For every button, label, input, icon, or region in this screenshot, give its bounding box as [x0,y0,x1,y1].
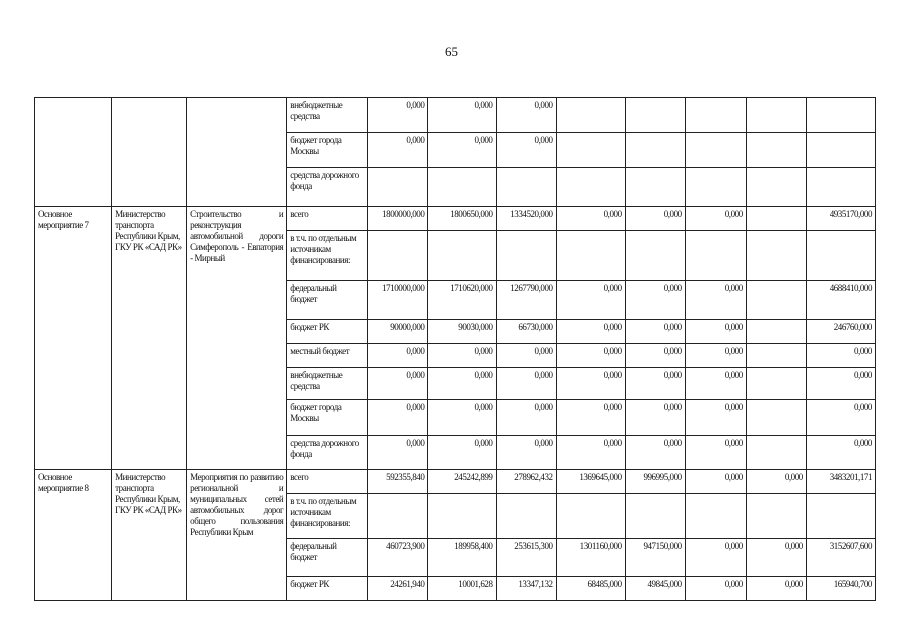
amount-cell: 0,000 [746,470,806,494]
amount-cell: 1369645,000 [556,470,625,494]
amount-cell: 0,000 [806,344,875,368]
amount-cell: 1710000,000 [368,281,428,320]
amount-cell: 165940,700 [806,577,875,601]
funding-source: в т.ч. по отдельным источникам финансирования: [287,494,368,539]
amount-cell: 0,000 [625,281,685,320]
amount-cell [746,231,806,281]
measure-label [35,98,112,207]
amount-cell [746,98,806,133]
amount-cell [685,494,746,539]
funding-source: в т.ч. по отдельным источникам финансирования: [287,231,368,281]
amount-cell [556,494,625,539]
amount-cell: 0,000 [368,98,428,133]
amount-cell: 0,000 [428,344,496,368]
amount-cell: 0,000 [556,400,625,436]
amount-cell [368,231,428,281]
amount-cell: 0,000 [685,470,746,494]
amount-cell: 245242,899 [428,470,496,494]
amount-cell: 0,000 [806,436,875,470]
amount-cell: 0,000 [556,344,625,368]
amount-cell: 3152607,600 [806,539,875,577]
amount-cell: 49845,000 [625,577,685,601]
amount-cell: 278962,432 [496,470,556,494]
amount-cell: 0,000 [496,368,556,400]
amount-cell [625,231,685,281]
amount-cell: 0,000 [625,344,685,368]
amount-cell: 246760,000 [806,320,875,344]
amount-cell [428,494,496,539]
amount-cell [496,168,556,207]
amount-cell [556,231,625,281]
executor-cell: Министерство транспорта Республики Крым, ГКУ РК «САД РК» [112,470,187,601]
executor-cell [112,98,187,207]
amount-cell: 0,000 [625,207,685,231]
amount-cell: 592355,840 [368,470,428,494]
executor-cell: Министерство транспорта Республики Крым, ГКУ РК «САД РК» [112,207,187,470]
amount-cell: 253615,300 [496,539,556,577]
amount-cell: 0,000 [685,436,746,470]
amount-cell [625,168,685,207]
funding-source: бюджет города Москвы [287,400,368,436]
funding-source: средства дорожного фонда [287,168,368,207]
amount-cell: 0,000 [428,133,496,168]
amount-cell: 0,000 [368,344,428,368]
funding-source: местный бюджет [287,344,368,368]
amount-cell: 3483201,171 [806,470,875,494]
amount-cell: 0,000 [428,400,496,436]
amount-cell [496,494,556,539]
amount-cell: 0,000 [806,400,875,436]
amount-cell: 189958,400 [428,539,496,577]
amount-cell [806,168,875,207]
amount-cell [746,207,806,231]
amount-cell: 0,000 [806,368,875,400]
funding-source: федеральный бюджет [287,281,368,320]
amount-cell: 0,000 [685,400,746,436]
funding-source: бюджет РК [287,320,368,344]
measure-label: Основное мероприятие 7 [35,207,112,470]
funding-source: всего [287,207,368,231]
amount-cell: 0,000 [368,133,428,168]
amount-cell: 13347,132 [496,577,556,601]
amount-cell: 460723,900 [368,539,428,577]
amount-cell: 0,000 [685,207,746,231]
amount-cell: 4935170,000 [806,207,875,231]
measure-label: Основное мероприятие 8 [35,470,112,601]
amount-cell: 0,000 [685,344,746,368]
amount-cell [685,98,746,133]
amount-cell: 0,000 [496,436,556,470]
amount-cell: 1267790,000 [496,281,556,320]
amount-cell: 0,000 [496,98,556,133]
amount-cell: 4688410,000 [806,281,875,320]
amount-cell [746,168,806,207]
amount-cell [428,168,496,207]
amount-cell [685,168,746,207]
amount-cell: 0,000 [556,281,625,320]
amount-cell [625,133,685,168]
amount-cell [556,168,625,207]
amount-cell: 0,000 [368,400,428,436]
amount-cell: 0,000 [685,368,746,400]
amount-cell: 24261,940 [368,577,428,601]
funding-source: федеральный бюджет [287,539,368,577]
description-cell: Мероприятия по развитию региональной и муниципальных сетей автомобильных дорог общего пользования Республики Крым [187,470,287,601]
amount-cell [556,133,625,168]
amount-cell: 0,000 [556,436,625,470]
amount-cell [746,320,806,344]
table-row [35,98,876,133]
amount-cell: 0,000 [625,368,685,400]
amount-cell [625,494,685,539]
amount-cell: 1800000,000 [368,207,428,231]
amount-cell: 68485,000 [556,577,625,601]
amount-cell [746,494,806,539]
funding-source: всего [287,470,368,494]
description-cell: Строительство и реконструкция автомобильной дороги Симферополь - Евпатория - Мирный [187,207,287,470]
amount-cell: 0,000 [496,400,556,436]
table-row [35,207,876,231]
funding-source: бюджет РК [287,577,368,601]
amount-cell [625,98,685,133]
amount-cell: 90000,000 [368,320,428,344]
amount-cell [368,168,428,207]
amount-cell: 0,000 [368,436,428,470]
amount-cell: 0,000 [428,436,496,470]
amount-cell: 1710620,000 [428,281,496,320]
amount-cell: 996995,000 [625,470,685,494]
amount-cell [685,133,746,168]
amount-cell [806,133,875,168]
amount-cell: 947150,000 [625,539,685,577]
amount-cell: 0,000 [746,539,806,577]
amount-cell: 1800650,000 [428,207,496,231]
amount-cell: 0,000 [625,320,685,344]
amount-cell: 0,000 [496,344,556,368]
amount-cell: 0,000 [428,368,496,400]
amount-cell: 10001,628 [428,577,496,601]
amount-cell: 0,000 [428,98,496,133]
amount-cell: 0,000 [625,436,685,470]
amount-cell [746,281,806,320]
amount-cell: 0,000 [556,207,625,231]
financing-table [34,97,876,601]
amount-cell: 1301160,000 [556,539,625,577]
amount-cell: 1334520,000 [496,207,556,231]
amount-cell [746,436,806,470]
amount-cell [746,133,806,168]
amount-cell [806,98,875,133]
amount-cell: 0,000 [746,577,806,601]
amount-cell: 66730,000 [496,320,556,344]
amount-cell [806,231,875,281]
funding-source: средства дорожного фонда [287,436,368,470]
funding-source: внебюджетные средства [287,368,368,400]
page-number: 65 [445,44,458,59]
amount-cell [428,231,496,281]
amount-cell [746,368,806,400]
amount-cell [556,98,625,133]
amount-cell [746,344,806,368]
amount-cell [496,231,556,281]
amount-cell: 0,000 [496,133,556,168]
amount-cell [368,494,428,539]
amount-cell [746,400,806,436]
table-row [35,470,876,494]
amount-cell: 0,000 [556,320,625,344]
amount-cell: 0,000 [685,320,746,344]
amount-cell: 0,000 [685,281,746,320]
amount-cell: 0,000 [685,577,746,601]
description-cell [187,98,287,207]
amount-cell [806,494,875,539]
amount-cell: 0,000 [368,368,428,400]
amount-cell: 0,000 [685,539,746,577]
amount-cell: 90030,000 [428,320,496,344]
amount-cell: 0,000 [556,368,625,400]
amount-cell: 0,000 [625,400,685,436]
funding-source: внебюджетные средства [287,98,368,133]
funding-source: бюджет города Москвы [287,133,368,168]
amount-cell [685,231,746,281]
